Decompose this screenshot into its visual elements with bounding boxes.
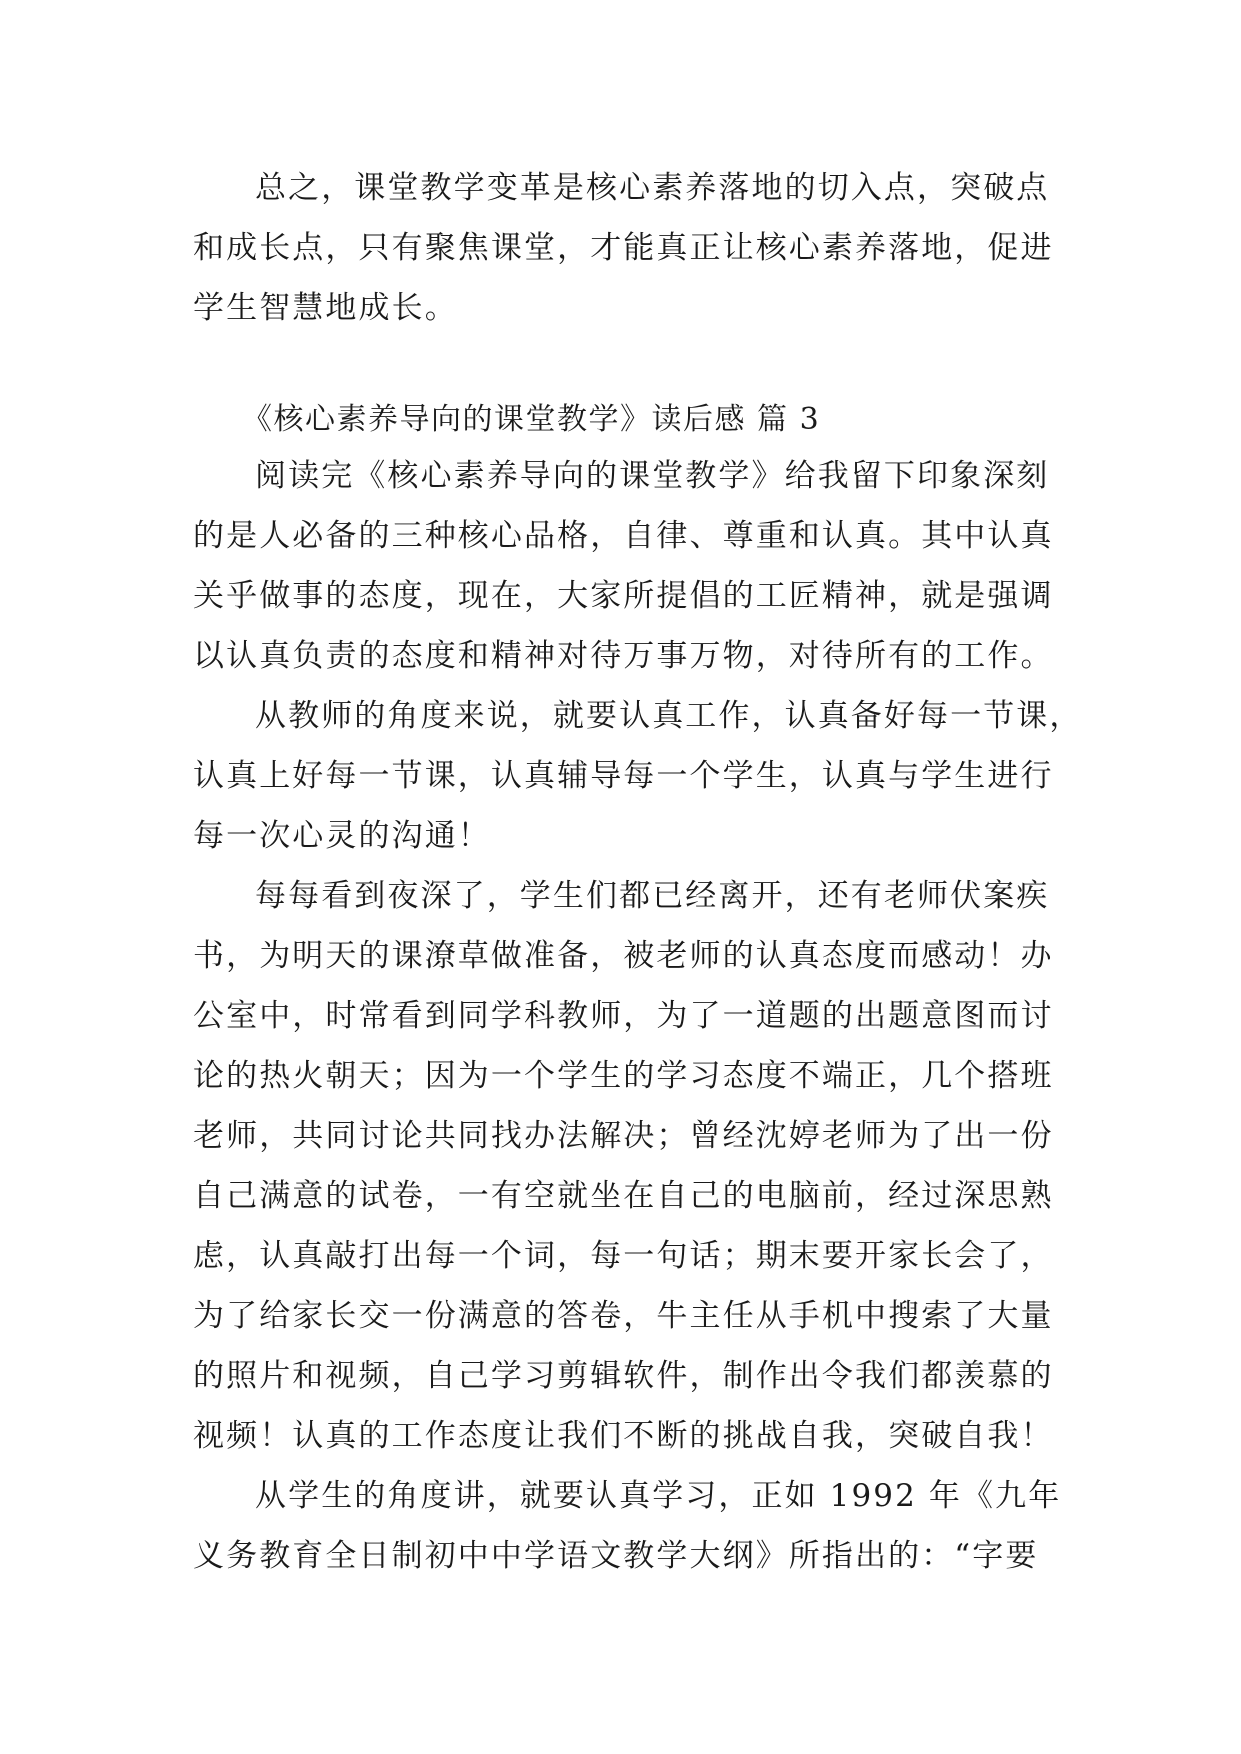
- paragraph-line: 义务教育全日制初中中学语文教学大纲》所指出的：“字要: [193, 1538, 1039, 1574]
- paragraph-line: 为了给家长交一份满意的答卷，牛主任从手机中搜索了大量: [193, 1298, 1054, 1334]
- paragraph-line: 论的热火朝天；因为一个学生的学习态度不端正，几个搭班: [193, 1058, 1054, 1094]
- paragraph-line: 视频！认真的工作态度让我们不断的挑战自我，突破自我！: [193, 1418, 1054, 1454]
- paragraph-line: 关乎做事的态度，现在，大家所提倡的工匠精神，就是强调: [193, 578, 1054, 614]
- paragraph-line: 每一次心灵的沟通！: [193, 818, 491, 854]
- paragraph-line: 的是人必备的三种核心品格，自律、尊重和认真。其中认真: [193, 518, 1054, 554]
- paragraph-line: 和成长点，只有聚焦课堂，才能真正让核心素养落地，促进: [193, 230, 1054, 266]
- paragraph-line: 总之，课堂教学变革是核心素养落地的切入点，突破点: [255, 170, 1050, 206]
- paragraph-line: 每每看到夜深了，学生们都已经离开，还有老师伏案疾: [255, 878, 1050, 914]
- paragraph-line: 书，为明天的课潦草做准备，被老师的认真态度而感动！办: [193, 938, 1054, 974]
- paragraph-line: 的照片和视频，自己学习剪辑软件，制作出令我们都羡慕的: [193, 1358, 1054, 1394]
- paragraph-line: 阅读完《核心素养导向的课堂教学》给我留下印象深刻: [255, 458, 1050, 494]
- paragraph-line: 以认真负责的态度和精神对待万事万物，对待所有的工作。: [193, 638, 1054, 674]
- paragraph-line: 虑，认真敲打出每一个词，每一句话；期末要开家长会了，: [193, 1238, 1054, 1274]
- section-heading: 《核心素养导向的课堂教学》读后感 篇 3: [242, 402, 821, 437]
- paragraph-line: 公室中，时常看到同学科教师，为了一道题的出题意图而讨: [193, 998, 1054, 1034]
- paragraph-line: 学生智慧地成长。: [193, 290, 458, 326]
- paragraph-line: 自己满意的试卷，一有空就坐在自己的电脑前，经过深思熟: [193, 1178, 1054, 1214]
- paragraph-line: 认真上好每一节课，认真辅导每一个学生，认真与学生进行: [193, 758, 1054, 794]
- paragraph-line: 老师，共同讨论共同找办法解决；曾经沈婷老师为了出一份: [193, 1118, 1054, 1154]
- paragraph-line: 从教师的角度来说，就要认真工作，认真备好每一节课，: [255, 698, 1083, 734]
- paragraph-line: 从学生的角度讲，就要认真学习，正如 1992 年《九年: [255, 1478, 1062, 1514]
